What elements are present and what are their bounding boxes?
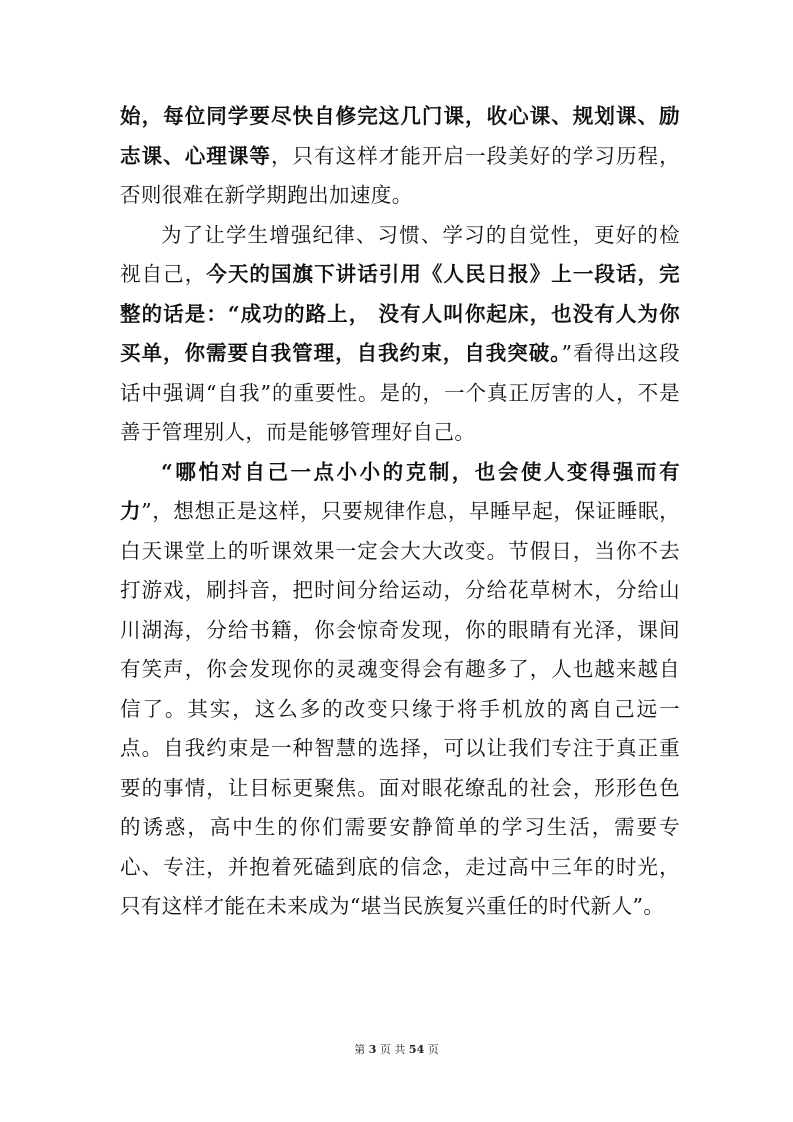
footer-middle: 页 共 bbox=[379, 1043, 406, 1056]
paragraph-2-run-3: ”看得出这段话中强调“自我”的重要性。是的，一个真正厉害的人，不是善于管理别人，而是能够管理好自己。 bbox=[120, 341, 680, 444]
footer-prefix: 第 bbox=[354, 1043, 366, 1056]
paragraph-3-run-1: “哪怕对自己一点小小的克制，也会使人变得强而有力 bbox=[120, 459, 680, 523]
paragraph-1-run-2: ，只有这样才能开启一段美好的学习历程，否则很难在新学期跑出加速度。 bbox=[120, 143, 680, 207]
document-body bbox=[120, 97, 680, 927]
paragraph-2 bbox=[120, 216, 680, 453]
paragraph-1-run-1: 始，每位同学要尽快自修完这几门课，收心课、规划课、励志课、心理课等 bbox=[120, 104, 680, 168]
footer-total-pages: 54 bbox=[408, 1043, 425, 1056]
footer-current-page: 3 bbox=[368, 1043, 377, 1056]
paragraph-2-run-1: 为了让学生增强纪律、习惯、学习的自觉性，更好的检视自己， bbox=[120, 222, 680, 286]
paragraph-3-run-2: ”，想想正是这样，只要规律作息，早睡早起，保证睡眠，白天课堂上的听课效果一定会大大改变。节假日，当你不去打游戏，刷抖音，把时间分给运动，分给花草树木，分给山川湖海，分给书籍，你会惊奇发现，你的眼睛有光泽，课间有笑声，你会发现你的灵魂变得会有趣多了，人也越来越自信了。其实，这么多的改变只缘于将手机放的离自己远一点。自我约束是一种智慧的选择，可以让我们专注于真正重要的事情，让目标更聚焦。面对眼花缭乱的社会，形形色色的诱惑，高中生的你们需要安静简单的学习生活，需要专心、专注，并抱着死磕到底的信念，走过高中三年的时光，只有这样才能在未来成为“堪当民族复兴重任的时代新人”。 bbox=[120, 499, 680, 918]
paragraph-1 bbox=[120, 97, 680, 216]
paragraph-3 bbox=[120, 453, 680, 927]
footer-suffix: 页 bbox=[427, 1043, 439, 1056]
paragraph-2-run-2: 今天的国旗下讲话引用《人民日报》上一段话，完整的话是：“成功的路上， 没有人叫你起床，也没有人为你买单，你需要自我管理，自我约束，自我突破。 bbox=[120, 262, 680, 365]
page-footer bbox=[0, 1041, 793, 1057]
